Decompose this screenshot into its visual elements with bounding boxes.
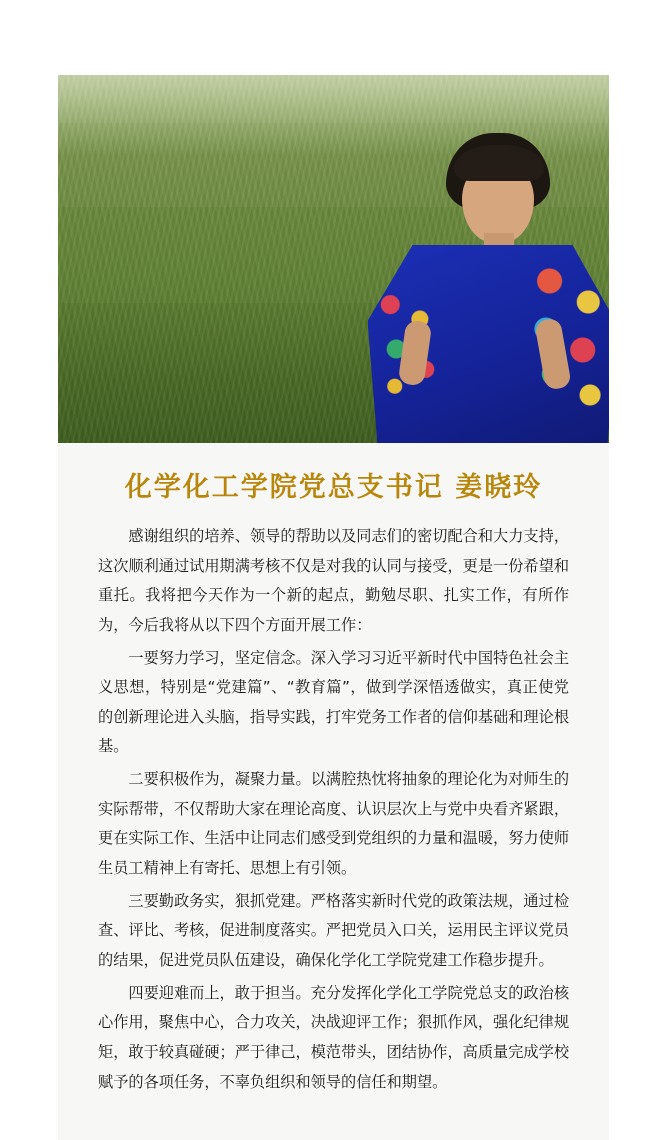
article-paragraph: 一要努力学习，坚定信念。深入学习习近平新时代中国特色社会主义思想，特别是“党建篇”、“教育篇”，做到学深悟透做实，真正使党的创新理论进入头脑，指导实践，打牢党务工作者的信仰基础和理论根基。 xyxy=(98,648,569,756)
article-card xyxy=(58,75,609,1140)
portrait-photo xyxy=(58,75,609,443)
shawl-floral-pattern-right xyxy=(522,263,610,413)
article-paragraph: 二要积极作为，凝聚力量。以满腔热忱将抽象的理论化为对师生的实际帮带，不仅帮助大家在理论高度、认识层次上与党中央看齐紧跟，更在实际工作、生活中让同志们感受到党组织的力量和温暖，努力使师生员工精神上有寄托、思想上有引领。 xyxy=(98,770,569,878)
article-paragraph: 四要迎难而上，敢于担当。充分发挥化学化工学院党总支的政治核心作用，聚焦中心，合力攻关，决战迎评工作；狠抓作风，强化纪律规矩，敢于较真碰硬；严于律己，模范带头，团结协作，高质量完成学校赋予的各项任务，不辜负组织和领导的信任和期望。 xyxy=(98,983,569,1091)
photo-subject xyxy=(326,133,610,443)
article-body xyxy=(58,518,609,1140)
subject-hair-front xyxy=(454,145,544,181)
page-title: 化学化工学院党总支书记 姜晓玲 xyxy=(124,472,543,503)
article-paragraph: 三要勤政务实，狠抓党建。严格落实新时代党的政策法规，通过检查、评比、考核，促进制度落实。严把党员入口关，运用民主评议党员的结果，促进党员队伍建设，确保化学化工学院党建工作稳步提升。 xyxy=(98,891,569,969)
article-paragraph: 感谢组织的培养、领导的帮助以及同志们的密切配合和大力支持，这次顺利通过试用期满考核不仅是对我的认同与接受，更是一份希望和重托。我将把今天作为一个新的起点，勤勉尽职、扎实工作，有所作为，今后我将从以下四个方面开展工作： xyxy=(98,527,569,634)
